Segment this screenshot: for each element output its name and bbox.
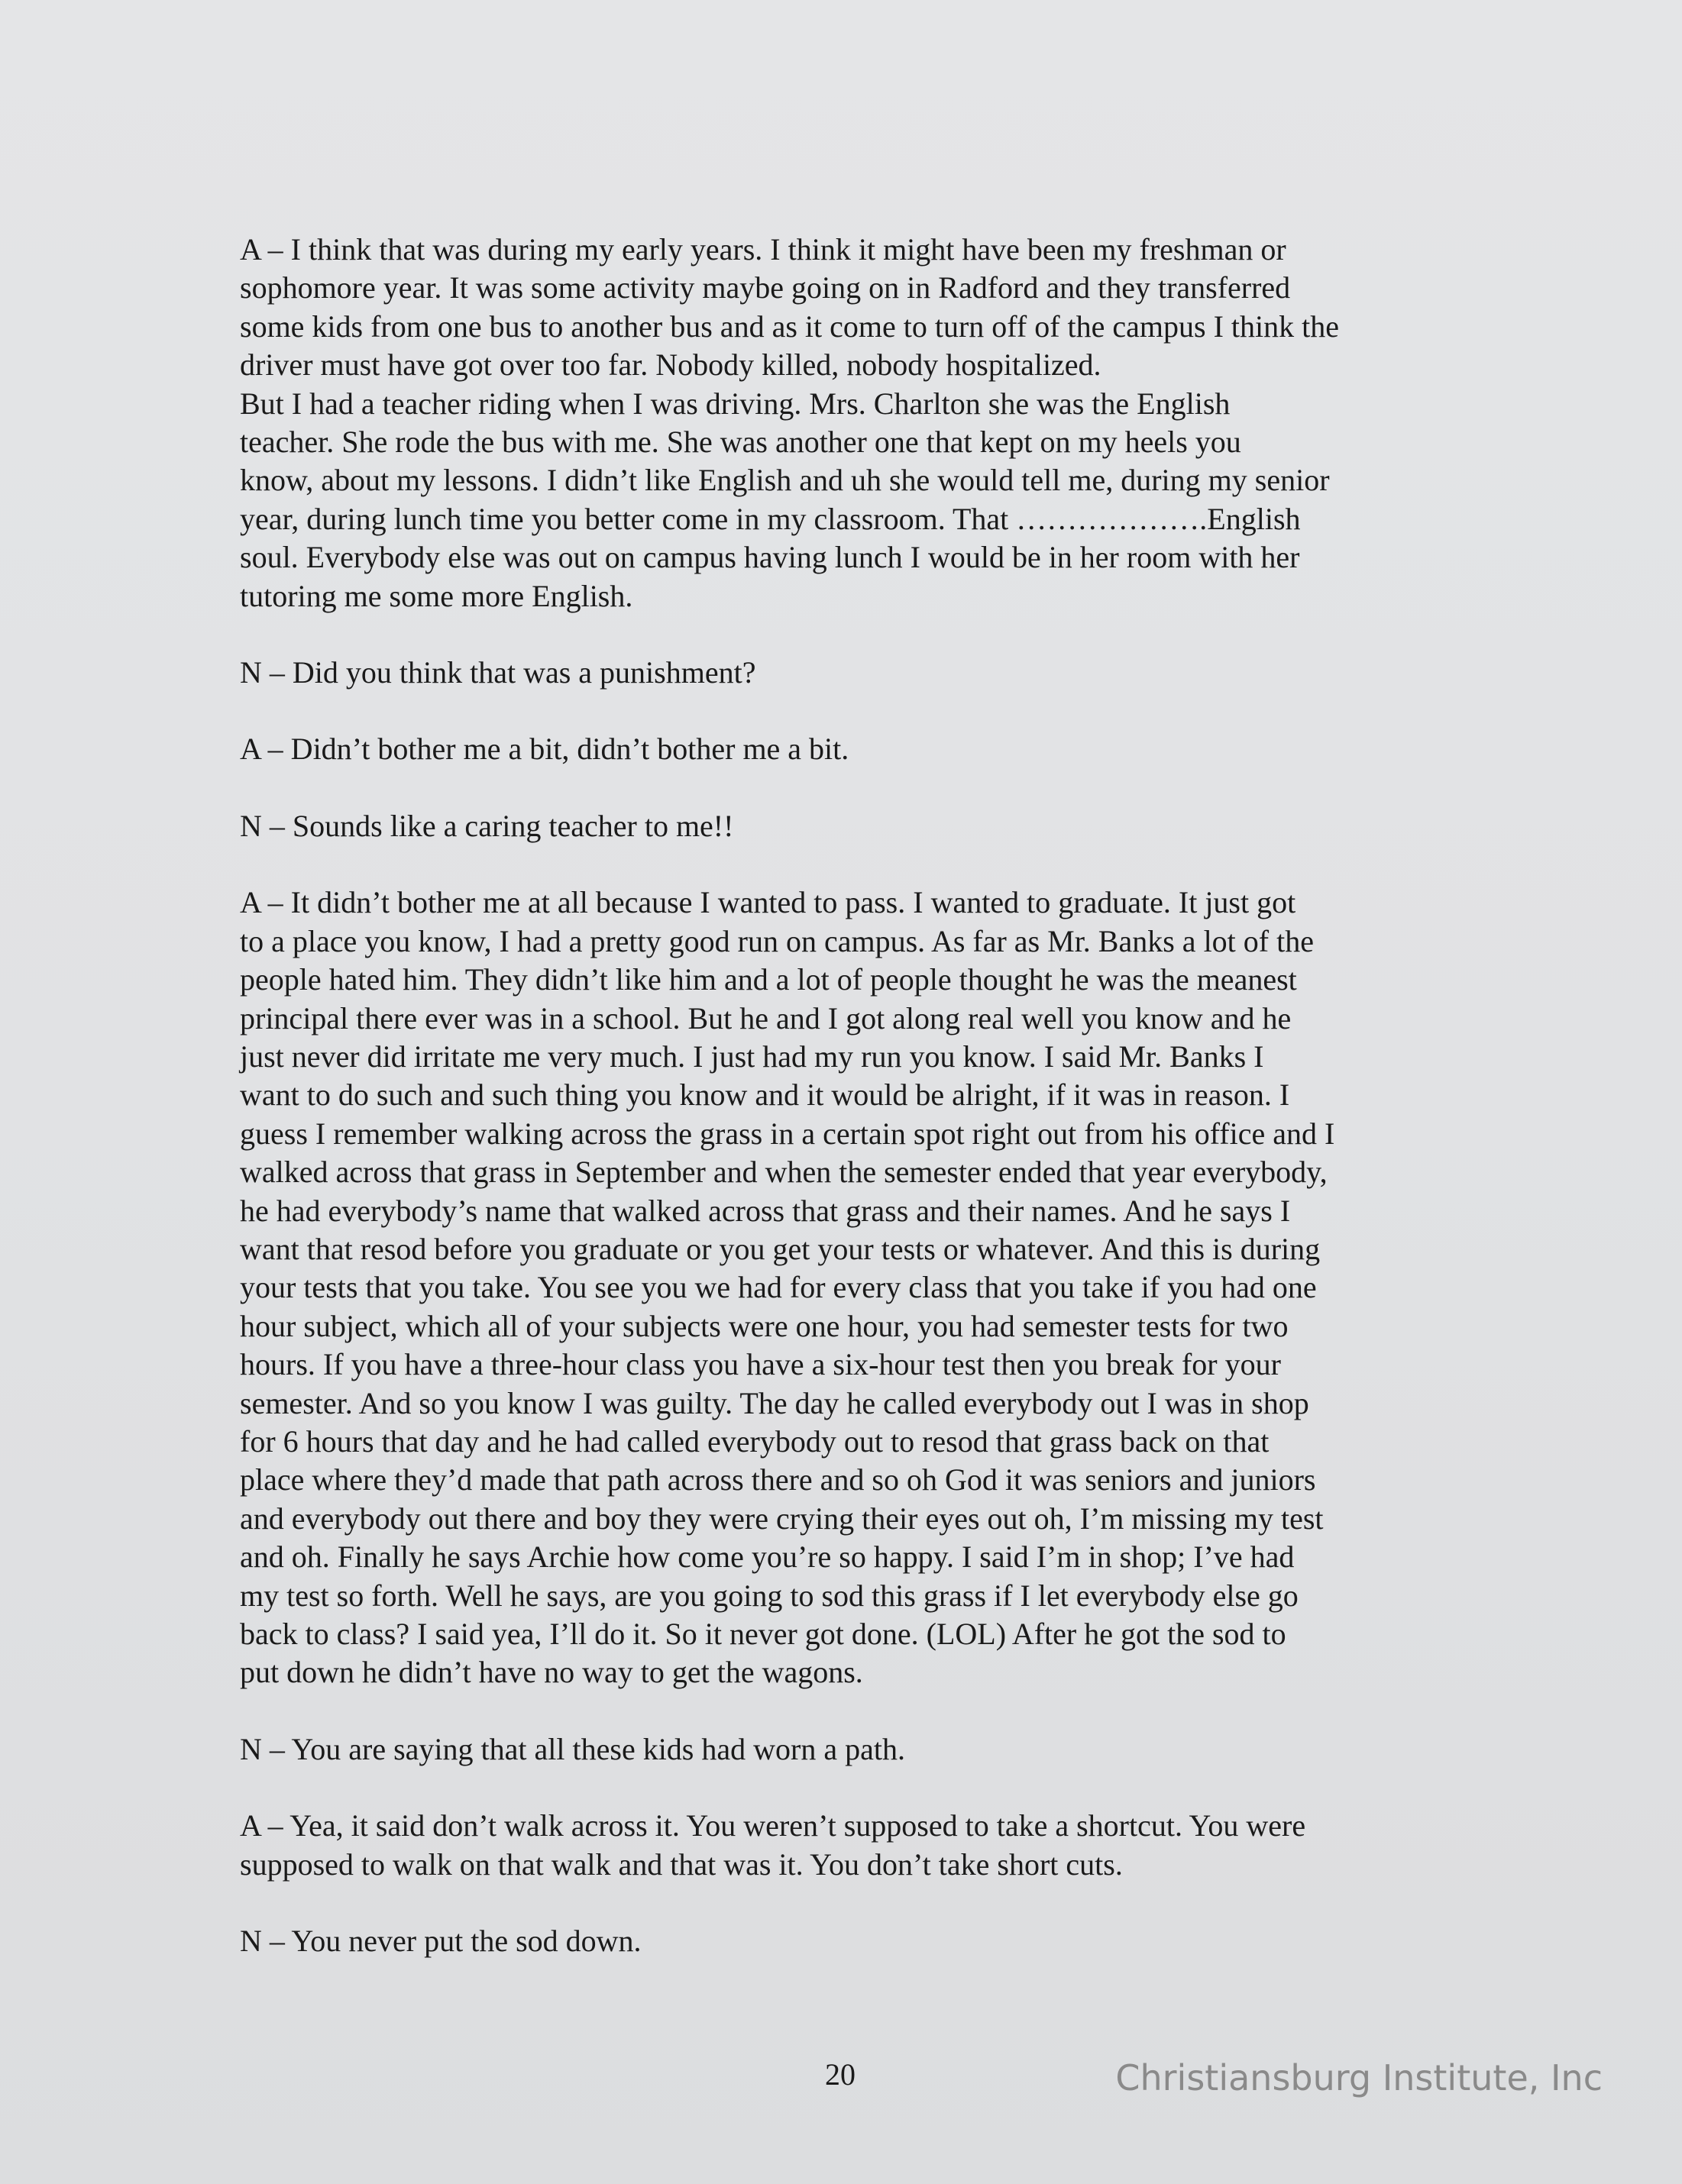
paragraph-spacer bbox=[240, 692, 1447, 730]
page-number: 20 bbox=[825, 2057, 856, 2092]
paragraph-question-worn-path: N – You are saying that all these kids had worn a path. bbox=[240, 1731, 905, 1766]
paragraph-spacer bbox=[240, 769, 1447, 807]
paragraph-spacer bbox=[240, 1884, 1447, 1922]
paragraph-spacer bbox=[240, 615, 1447, 654]
paragraph-answer-didnt-bother: A – Didn’t bother me a bit, didn’t bother me a bit. bbox=[240, 732, 849, 767]
paragraph-comment-caring-teacher: N – Sounds like a caring teacher to me!! bbox=[240, 808, 734, 843]
paragraph-spacer bbox=[240, 845, 1447, 884]
paragraph-answer-bus-accident: A – I think that was during my early years. I think it might have been my freshman or sophomore year. It was some activity maybe going on in Radford and they transferred some kids from one bus to another bus and as it come to turn off of the campus I think the driver must have got over too far. Nobody killed, nobody hospitalized. But I had a teacher riding when I was driving. Mrs. Charlton she was the English teacher. She rode the bus with me. She was another one that kept on my heels you know, about my lessons. I didn’t like English and uh she would tell me, during my senior year, during lunch time you better come in my classroom. That ……………….English soul. Everybody else was out on campus having lunch I would be in her room with her tutoring me some more English. bbox=[240, 232, 1339, 613]
paragraph-spacer bbox=[240, 1692, 1447, 1730]
paragraph-answer-shortcut: A – Yea, it said don’t walk across it. You weren’t supposed to take a shortcut. You were supposed to walk on that walk and that was it. You don’t take short cuts. bbox=[240, 1808, 1306, 1882]
transcript-body bbox=[240, 231, 1447, 1960]
paragraph-question-punishment: N – Did you think that was a punishment? bbox=[240, 655, 756, 690]
paragraph-spacer bbox=[240, 1769, 1447, 1807]
watermark-text: Christiansburg Institute, Inc bbox=[1115, 2057, 1603, 2098]
paragraph-answer-mr-banks: A – It didn’t bother me at all because I wanted to pass. I wanted to graduate. It just got to a place you know, I had a pretty good run on campus. As far as Mr. Banks a lot of the people hated him. They didn’t like him and a lot of people thought he was the meanest principal there ever was in a school. But he and I got along real well you know and he just never did irritate me very much. I just had my run you know. I said Mr. Banks I want to do such and such thing you know and it would be alright, if it was in reason. I guess I remember walking across the grass in a certain spot right out from his office and I walked across that grass in September and when the semester ended that year everybody, he had everybody’s name that walked across that grass and their names. And he says I want that resod before you graduate or you get your tests or whatever. And this is during your tests that you take. You see you we had for every class that you take if you had one hour subject, which all of your subjects were one hour, you had semester tests for two hours. If you have a three-hour class you have a six-hour test then you break for your semester. And so you know I was guilty. The day he called everybody out I was in shop for 6 hours that day and he had called everybody out to resod that grass back on that place where they’d made that path across there and so oh God it was seniors and juniors and everybody out there and boy they were crying their eyes out oh, I’m missing my test and oh. Finally he says Archie how come you’re so happy. I said I’m in shop; I’ve had my test so forth. Well he says, are you going to sod this grass if I let everybody else go back to class? I said yea, I’ll do it. So it never got done. (LOL) After he got the sod to put down he didn’t have no way to get the wagons. bbox=[240, 885, 1335, 1690]
paragraph-question-sod: N – You never put the sod down. bbox=[240, 1924, 642, 1959]
